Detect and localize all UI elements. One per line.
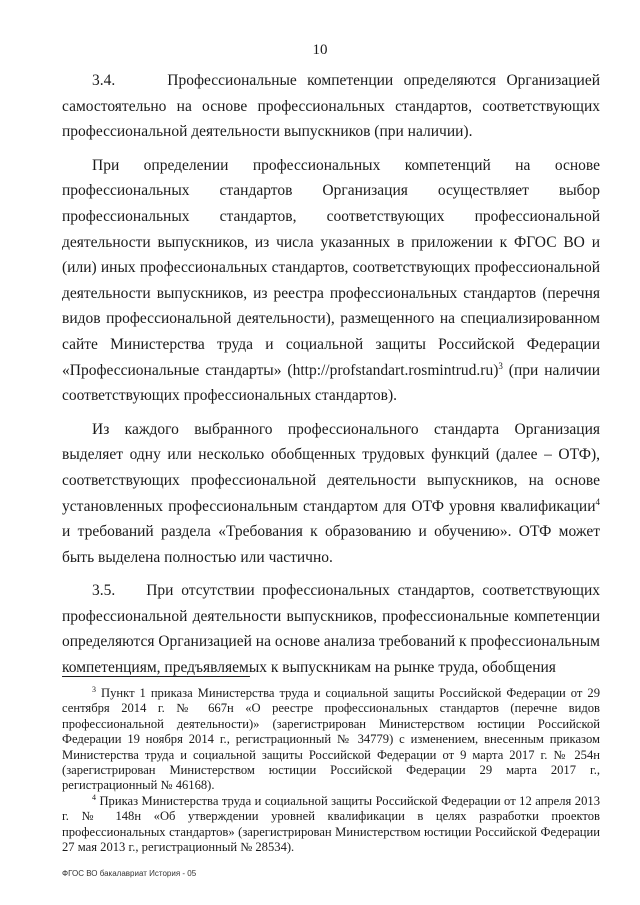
paragraph-3-4: [62, 68, 600, 145]
footnotes: [62, 686, 600, 855]
text-run: Из каждого выбранного профессионального стандарта Организация выделяет одну или несколько обобщенных трудовых функций (далее – ОТФ), соответствующих профессиональной деятельности выпускников, на основе установленных профессиональным стандартом для ОТФ уровня квалификации: [62, 420, 600, 515]
paragraph-ps-selection: [62, 153, 600, 409]
text-run: и требований раздела «Требования к образованию и обучению». ОТФ может быть выделена полностью или частично.: [62, 523, 600, 566]
page-number: 10: [312, 42, 328, 58]
main-text: [62, 68, 600, 681]
text-run: (при наличии соответствующих профессиональных стандартов).: [62, 361, 600, 405]
footnote-ref: 3: [498, 360, 503, 371]
footnote-3: [62, 686, 600, 794]
page-footer: ФГОС ВО бакалавриат История - 05: [62, 869, 197, 878]
footnote-ref: 3: [92, 684, 96, 694]
footnote-ref: 4: [92, 792, 96, 802]
footnote-4: [62, 794, 600, 856]
paragraph-3-5: [62, 578, 600, 680]
footnote-divider: [62, 676, 250, 677]
paragraph-otf: [62, 417, 600, 571]
footnote-ref: 4: [595, 496, 600, 507]
text-run: Приказ Министерства труда и социальной защиты Российской Федерации от 12 апреля 2013 г. № 148н «Об утверждении уровней квалификации в целях разработки проектов профессиональных стандартов» (зарегистрирован Министерством юстиции Российской Федерации 27 мая 2013 г., регистрационный № 28534).: [62, 793, 600, 855]
text-run: При определении профессиональных компетенций на основе профессиональных стандартов Организация осуществляет выбор профессиональных стандартов, соответствующих профессиональной деятельности выпускников, из числа указанных в приложении к ФГОС ВО и (или) иных профессиональных стандартов, соответствующих профессиональной деятельности выпускников, из реестра профессиональных стандартов (перечня видов профессиональной деятельности), размещенного на специализированном сайте Министерства труда и социальной защиты Российской Федерации «Профессиональные стандарты» (http://profstandart.rosmintrud.ru): [62, 156, 600, 379]
text-run: Пункт 1 приказа Министерства труда и социальной защиты Российской Федерации от 29 сентября 2014 г. № 667н «О реестре профессиональных стандартов (перечне видов профессиональной деятельности)» (зарегистрирован Министерством юстиции Российской Федерации 19 ноября 2014 г., регистрационный № 34779) с изменением, внесенным приказом Министерства труда и социальной защиты Российской Федерации от 9 марта 2017 г. № 254н (зарегистрирован Министерством юстиции Российской Федерации 29 марта 2017 г., регистрационный № 46168).: [62, 686, 600, 793]
text-run: 3.4. Профессиональные компетенции определяются Организацией самостоятельно на основе профессиональных стандартов, соответствующих профессиональной деятельности выпускников (при наличии).: [62, 72, 600, 141]
text-run: 3.5. При отсутствии профессиональных стандартов, соответствующих профессиональной деятельности выпускников, профессиональные компетенции определяются Организацией на основе анализа требований к профессиональным компетенциям, предъявляемых к выпускникам на рынке труда, обобщения: [62, 582, 600, 677]
